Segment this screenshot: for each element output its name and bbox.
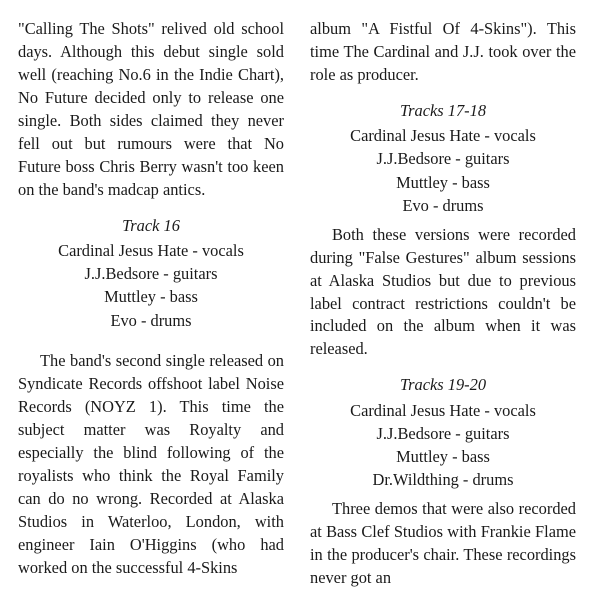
credit-line: J.J.Bedsore - guitars (376, 423, 510, 443)
credit-line: Muttley - bass (104, 287, 198, 307)
credit-line: Evo - drums (402, 195, 484, 215)
paragraph: Three demos that were also recorded at Bass Clef Studios with Frankie Flame in the producer's chair. These recordings never got an (310, 499, 576, 588)
credits-list (310, 399, 576, 492)
credit-line: Dr.Wildthing - drums (372, 470, 514, 490)
paragraph: album "A Fistful Of 4-Skins"). This time The Cardinal and J.J. took over the role as producer. (310, 19, 576, 84)
spacer (18, 335, 284, 350)
credit-line: Muttley - bass (396, 172, 490, 192)
credit-line: Cardinal Jesus Hate - vocals (350, 400, 536, 420)
credits-list (18, 239, 284, 332)
track-heading: Track 16 (122, 215, 180, 235)
right-column (310, 18, 576, 590)
track-heading: Tracks 19-20 (399, 375, 487, 395)
credit-line: Cardinal Jesus Hate - vocals (350, 126, 536, 146)
left-column (18, 18, 284, 590)
credits-list (310, 124, 576, 217)
paragraph: The band's second single released on Syndicate Records offshoot label Noise Records (NOYZ 1). This time the subject matter was Royalty and especially the blind following of the royalists who think the Royal Family can do no wrong. Recorded at Alaska Studios in Waterloo, London, with engineer Iain O'Higgins (who had worked on the successful 4-Skins (18, 351, 284, 577)
paragraph: Both these versions were recorded during "False Gestures" album sessions at Alaska Studios but due to previous label contract restrictions couldn't be included on the album when it was released. (310, 224, 576, 359)
credit-line: Evo - drums (110, 310, 192, 330)
credit-line: J.J.Bedsore - guitars (376, 149, 510, 169)
credit-line: J.J.Bedsore - guitars (84, 264, 218, 284)
credit-line: Muttley - bass (396, 447, 490, 467)
paragraph: "Calling The Shots" relived old school days. Although this debut single sold well (reaching No.6 in the Indie Chart), No Future decided only to release one single. Both sides claimed they never fell out but rumours were that No Future boss Chris Berry wasn't too keen on the band's madcap antics. (18, 19, 284, 199)
credit-line: Cardinal Jesus Hate - vocals (58, 240, 244, 260)
track-heading: Tracks 17-18 (399, 100, 487, 120)
